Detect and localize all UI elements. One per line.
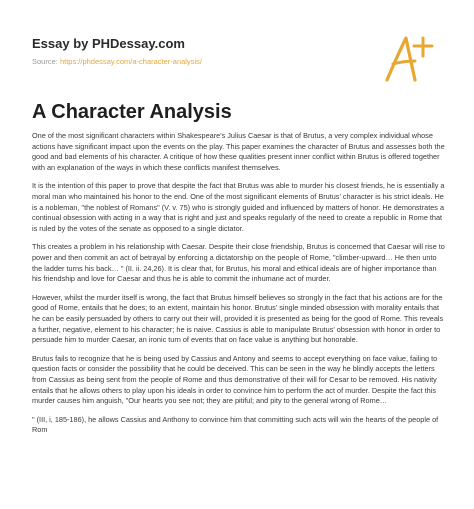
paragraph: Brutus fails to recognize that he is being used by Cassius and Antony and seems to accept everything on face value, failing to question facts or consider the possibility that he could be deceived. This can be seen in the way he blindly accepts the letters from Cassius as being sent from the people of Rome and thus demonstrative of their will for Cesar to be removed. His nativity entails that he allows others to play upon his ideals in order to convince him to perform the act of murder. Despite the fact this murder causes him anguish, "Our hearts you see not; they are pitiful; and pity to the general wrong of Rome… xyxy=(32,353,438,406)
paragraph: This creates a problem in his relationship with Caesar. Despite their close friendship, Brutus is concerned that Caesar will rise to power and then commit an act of betrayal by enforcing a dictatorship on the people of Rome, "climber-upward… He then unto the ladder turns his back… " (II. ii. 24,26). It is clear that, for Brutus, his moral and ethical ideals are of higher importance than his friendship and love for Caesar and thus he is able to commit the inhumane act of murder. xyxy=(32,242,445,284)
paragraph: It is the intention of this paper to prove that despite the fact that Brutus was able to murder his closest friends, he is essentially a moral man who maintained his honor to the end. One of the most significant elements of Brutus' character is his strict ideals. He is a nobleman, "the noblest of Romans" (V. v. 75) who is strongly guided and influenced by matters of honor. He demonstrates a continual obsession with acting in a way that is right and just and speaks regularly of the need to create a republic in Rome that is ruled by the votes of the senate as opposed to a single dictator. xyxy=(32,181,445,234)
source-line xyxy=(32,57,202,66)
source-link[interactable]: https://phdessay.com/a-character-analysis/ xyxy=(59,57,202,66)
a-plus-logo-icon xyxy=(380,30,436,86)
paragraph: " (III, i, 185-186), he allows Cassius and Anthony to convince him that committing such acts will win the hearts of the people of Rom xyxy=(32,414,439,435)
paragraph: One of the most significant characters within Shakespeare's Julius Caesar is that of Brutus, a very complex individual whose actions have significant impact upon the events on the play. This paper examines the character of Brutus and assesses both the good and bad elements of his character. A critique of how these qualities present inner conflict within Brutus is offered together with an explanation of the ways in which these conflicts manifest themselves. xyxy=(32,131,445,173)
essay-body xyxy=(32,131,446,444)
source-label: Source: xyxy=(32,57,58,66)
brand-title: Essay by PHDessay.com xyxy=(32,36,185,51)
essay-title: A Character Analysis xyxy=(32,101,232,123)
paragraph: However, whilst the murder itself is wrong, the fact that Brutus himself believes so strongly in the fact that his actions are for the good of Rome, entails that he does; to an extent, maintain his honor. Brutus' single minded obsession with morality entails that he can be easily persuaded by others to carry out their will, provided it is presented as being for the good of Rome. This reveals a further, negative, element to his character; he is naive. Cassius is able to manipulate Brutus' obsession with honor in order to persuade him to murder Caesar, an ironic turn of events that on face value is anything but honorable. xyxy=(32,292,444,345)
